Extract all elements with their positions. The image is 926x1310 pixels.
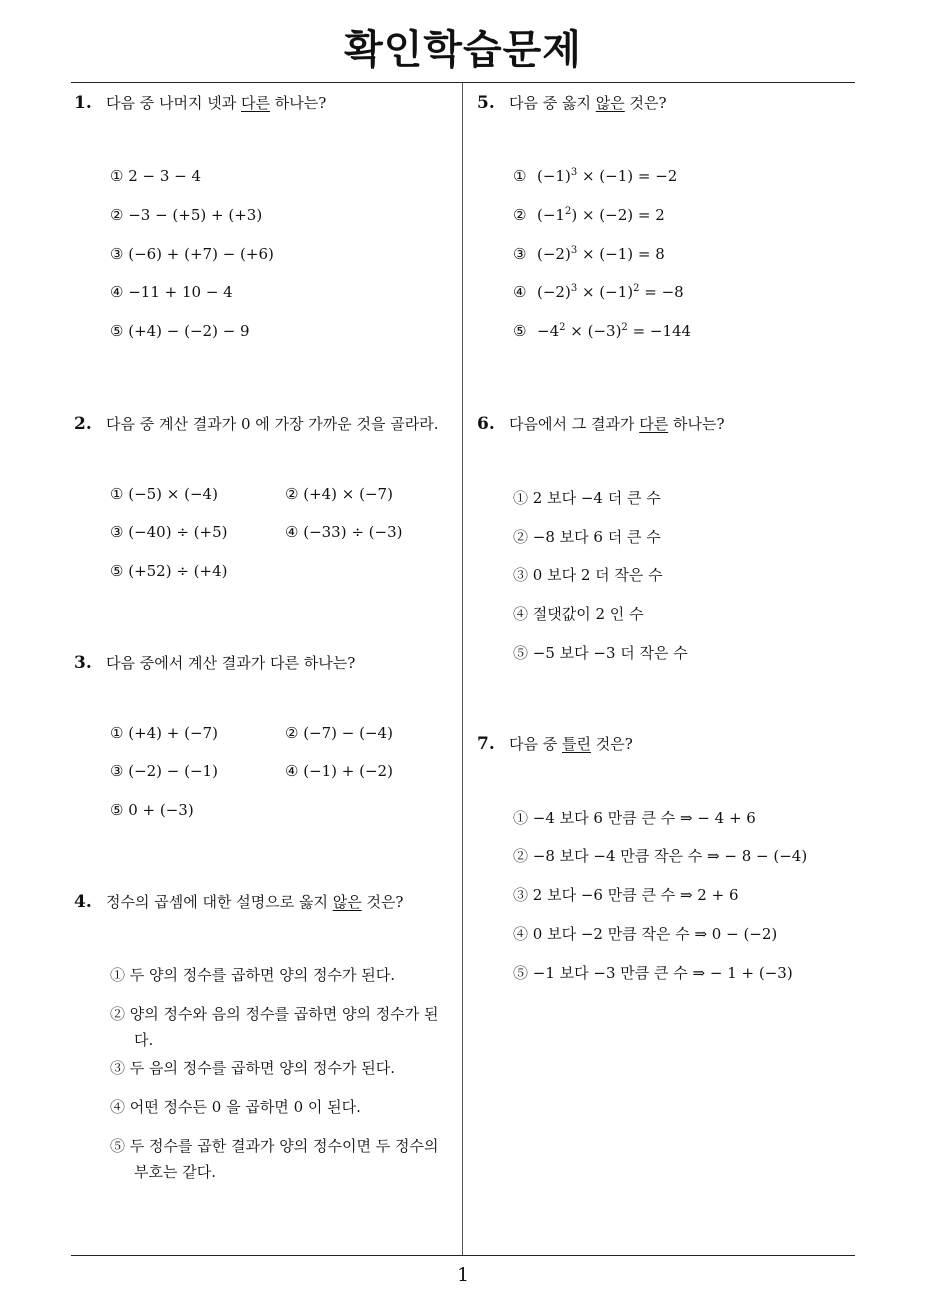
question-number: 2. (74, 414, 92, 434)
option-2[interactable]: ② −8 보다 −4 만큼 작은 수 ⇒ − 8 − (−4) (513, 847, 808, 865)
page-title: 확인학습문제 (344, 27, 582, 73)
question-number: 3. (74, 653, 92, 673)
question-number: 1. (74, 93, 92, 113)
option-5[interactable]: ⑤ (+52) ÷ (+4) (110, 562, 228, 580)
question-5 (477, 92, 692, 340)
option-2[interactable]: ② −3 − (+5) + (+3) (110, 206, 263, 224)
option-1[interactable]: ① (−5) × (−4) (110, 485, 218, 503)
question-1 (74, 92, 327, 340)
question-text: 정수의 곱셈에 대한 설명으로 옳지 않은 것은? (106, 893, 404, 911)
option-4[interactable]: ④ 절댓값이 2 인 수 (513, 605, 644, 623)
page-number: 1 (456, 1264, 470, 1286)
option-4[interactable]: ④ (−1) + (−2) (285, 762, 393, 780)
option-3[interactable]: ③ 2 보다 −6 만큼 큰 수 ⇒ 2 + 6 (513, 886, 739, 904)
option-4[interactable]: ④ 0 보다 −2 만큼 작은 수 ⇒ 0 − (−2) (513, 925, 778, 943)
question-text: 다음 중 나머지 넷과 다른 하나는? (106, 94, 327, 112)
option-5[interactable]: ⑤ 0 + (−3) (110, 801, 194, 819)
column-divider (462, 83, 463, 1255)
option-2[interactable]: ② −8 보다 6 더 큰 수 (513, 528, 661, 546)
option-3[interactable]: ③ (−40) ÷ (+5) (110, 523, 228, 541)
question-6 (477, 413, 725, 662)
option-2[interactable]: ② (+4) × (−7) (285, 485, 393, 503)
option-2[interactable]: ② (−7) − (−4) (285, 724, 393, 742)
option-2[interactable]: ② $(-1^2) \times (-2) = 2$ (513, 206, 665, 224)
option-3[interactable]: ③ 두 음의 정수를 곱하면 양의 정수가 된다. (110, 1059, 395, 1077)
option-4[interactable]: ④ −11 + 10 − 4 (110, 283, 233, 301)
question-text: 다음 중 옳지 않은 것은? (509, 94, 667, 112)
option-5[interactable]: ⑤ −1 보다 −3 만큼 큰 수 ⇒ − 1 + (−3) (513, 964, 793, 982)
question-text: 다음 중 틀린 것은? (509, 735, 633, 753)
bottom-rule (71, 1255, 855, 1256)
option-5[interactable]: ⑤ (+4) − (−2) − 9 (110, 322, 250, 340)
question-7 (477, 733, 808, 982)
option-3[interactable]: ③ (−2) − (−1) (110, 762, 218, 780)
option-4[interactable]: ④ (−33) ÷ (−3) (285, 523, 403, 541)
option-1[interactable]: ① $(-1)^3 \times (-1) = -2$ (513, 167, 678, 185)
question-number: 5. (477, 93, 495, 113)
question-4 (74, 891, 439, 1181)
option-4[interactable]: ④ 어떤 정수든 0 을 곱하면 0 이 된다. (110, 1098, 361, 1116)
question-text: 다음에서 그 결과가 다른 하나는? (509, 415, 725, 433)
option-1[interactable]: ① −4 보다 6 만큼 큰 수 ⇒ − 4 + 6 (513, 809, 756, 827)
option-4[interactable]: ④ $(-2)^3 \times (-1)^2 = -8$ (513, 283, 684, 301)
option-3[interactable]: ③ (−6) + (+7) − (+6) (110, 245, 274, 263)
option-2[interactable]: ② 양의 정수와 음의 정수를 곱하면 양의 정수가 된다. (110, 1005, 439, 1049)
question-text: 다음 중 계산 결과가 0 에 가장 가까운 것을 골라라. (106, 415, 439, 433)
question-2 (74, 413, 439, 580)
option-1[interactable]: ① 2 보다 −4 더 큰 수 (513, 489, 661, 507)
option-3[interactable]: ③ 0 보다 2 더 작은 수 (513, 566, 663, 584)
option-3[interactable]: ③ $(-2)^3 \times (-1) = 8$ (513, 245, 665, 263)
top-rule (71, 82, 855, 83)
question-number: 7. (477, 734, 495, 754)
option-5[interactable]: ⑤ 두 정수를 곱한 결과가 양의 정수이면 두 정수의 부호는 같다. (110, 1137, 439, 1181)
option-1[interactable]: ① 2 − 3 − 4 (110, 167, 202, 185)
question-number: 4. (74, 892, 92, 912)
option-5[interactable]: ⑤ $-4^2 \times (-3)^2 = -144$ (513, 322, 692, 340)
question-3 (74, 652, 393, 819)
option-5[interactable]: ⑤ −5 보다 −3 더 작은 수 (513, 644, 688, 662)
question-number: 6. (477, 414, 495, 434)
option-1[interactable]: ① 두 양의 정수를 곱하면 양의 정수가 된다. (110, 966, 395, 984)
option-1[interactable]: ① (+4) + (−7) (110, 724, 218, 742)
question-text: 다음 중에서 계산 결과가 다른 하나는? (106, 654, 356, 672)
